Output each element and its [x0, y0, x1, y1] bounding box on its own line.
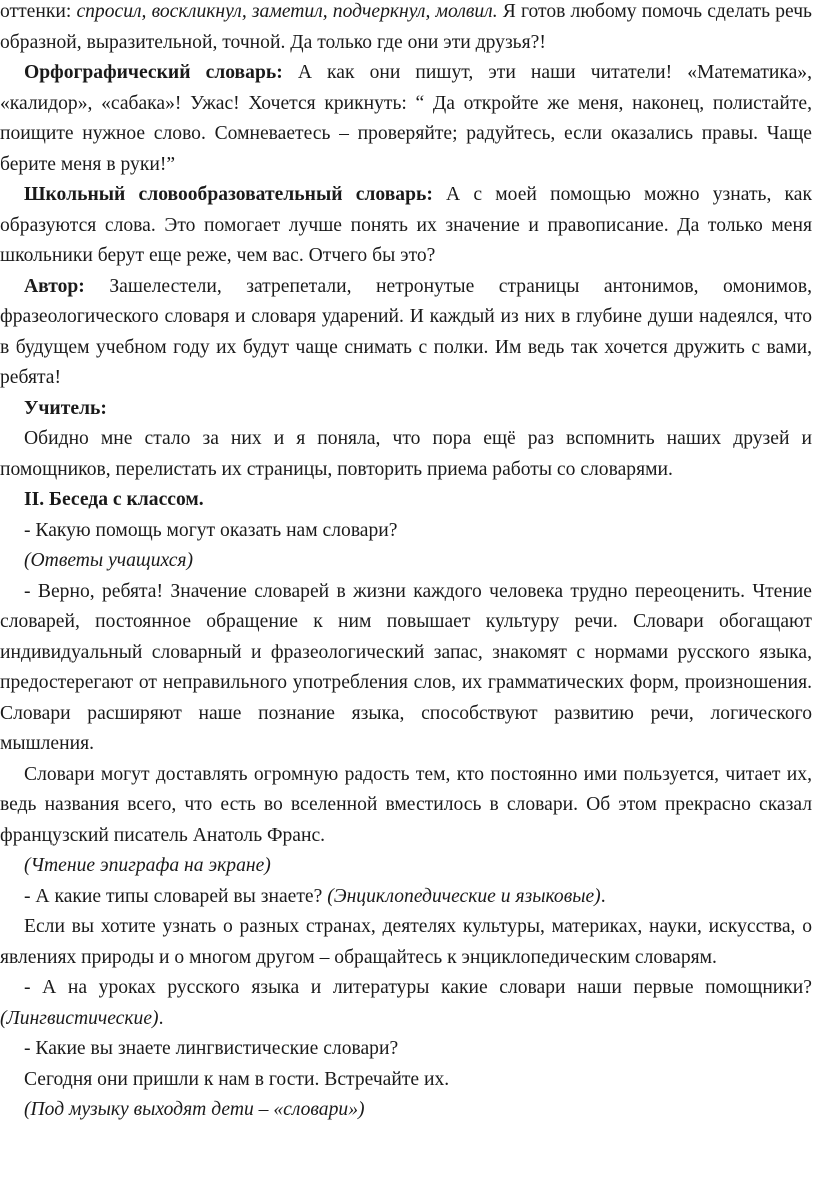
paragraph-2	[0, 58, 812, 180]
paragraph-10	[0, 577, 812, 760]
p17-text: Сегодня они пришли к нам в гости. Встречайте их.	[24, 1068, 450, 1090]
paragraph-9	[0, 546, 812, 577]
p1-rest: Я готов любому помочь сделать речь образной, выразительной, точной. Да только где они эти друзья?!	[0, 1, 812, 53]
paragraph-16	[0, 1034, 812, 1065]
paragraph-7	[0, 485, 812, 516]
p14-text: Если вы хотите узнать о разных странах, деятелях культуры, материках, науки, искусства, о явлениях природы и о многом другом – обращайтесь к энциклопедическим словарям.	[0, 916, 812, 968]
paragraph-18	[0, 1095, 812, 1126]
p13-end: .	[600, 885, 606, 907]
p1-verbs: спросил, воскликнул, заметил, подчеркнул, молвил.	[76, 1, 498, 22]
p5-label: Учитель:	[24, 397, 107, 419]
p13-text: - А какие типы словарей вы знаете?	[24, 885, 328, 907]
paragraph-14	[0, 912, 812, 973]
paragraph-1	[0, 0, 812, 58]
p3-label: Школьный словообразовательный словарь:	[24, 184, 433, 205]
p11-text: Словари могут доставлять огромную радость тем, кто постоянно ими пользуется, читает их, ведь названия всего, что есть во вселенной вместилось в словари. Об этом прекрасно сказал французский писатель Анатоль Франс.	[0, 763, 812, 846]
p6-text: Обидно мне стало за них и я поняла, что пора ещё раз вспомнить наших друзей и помощников, перелистать их страницы, повторить приема работы со словарями.	[0, 428, 812, 480]
paragraph-11	[0, 760, 812, 852]
p12-text: (Чтение эпиграфа на экране)	[24, 855, 271, 876]
p9-text: (Ответы учащихся)	[24, 550, 194, 571]
p1-lead: оттенки:	[0, 1, 77, 22]
paragraph-12	[0, 851, 812, 882]
p4-label: Автор:	[24, 275, 85, 297]
p18-text: (Под музыку выходят дети – «словари»)	[24, 1099, 365, 1120]
paragraph-15	[0, 973, 812, 1034]
p16-text: - Какие вы знаете лингвистические словари?	[24, 1038, 399, 1059]
paragraph-3	[0, 180, 812, 272]
p2-text: А как они пишут, эти наши читатели! «Математика», «калидор», «сабака»! Ужас! Хочется крикнуть: “ Да откройте же меня, наконец, полистайте, поищите нужное слово. Сомневаетесь – проверяйте; радуйтесь, если оказались правы. Чаще берите меня в руки!”	[0, 62, 812, 175]
section-heading: II. Беседа с классом.	[24, 489, 204, 510]
paragraph-5	[0, 394, 812, 425]
paragraph-17	[0, 1065, 812, 1096]
p13-answer: (Энциклопедические и языковые)	[327, 885, 601, 907]
p4-text: Зашелестели, затрепетали, нетронутые страницы антонимов, омонимов, фразеологического словаря и словаря ударений. И каждый из них в глубине души надеялся, что в будущем учебном году их будут чаще снимать с полки. Им ведь так хочется дружить с вами, ребята!	[0, 275, 812, 388]
paragraph-8	[0, 516, 812, 547]
paragraph-6	[0, 424, 812, 485]
p2-label: Орфографический словарь:	[24, 62, 283, 83]
p15-text: - А на уроках русского языка и литературы какие словари наши первые помощники?	[24, 977, 812, 998]
p15-end: .	[158, 1007, 164, 1029]
paragraph-13	[0, 882, 812, 913]
paragraph-4	[0, 272, 812, 394]
p15-answer: (Лингвистические)	[0, 1007, 159, 1029]
p3-text: А с моей помощью можно узнать, как образуются слова. Это помогает лучше понять их значение и правописание. Да только меня школьники берут еще реже, чем вас. Отчего бы это?	[0, 184, 812, 266]
p10-text: - Верно, ребята! Значение словарей в жизни каждого человека трудно переоценить. Чтение словарей, постоянное обращение к ним повышает культуру речи. Словари обогащают индивидуальный словарный и фразеологический запас, знакомят с нормами русского языка, предостерегают от неправильного употребления слов, их грамматических форм, произношения. Словари расширяют наше познание языка, способствуют развитию речи, логического мышления.	[0, 580, 812, 754]
p8-text: - Какую помощь могут оказать нам словари?	[24, 519, 398, 541]
